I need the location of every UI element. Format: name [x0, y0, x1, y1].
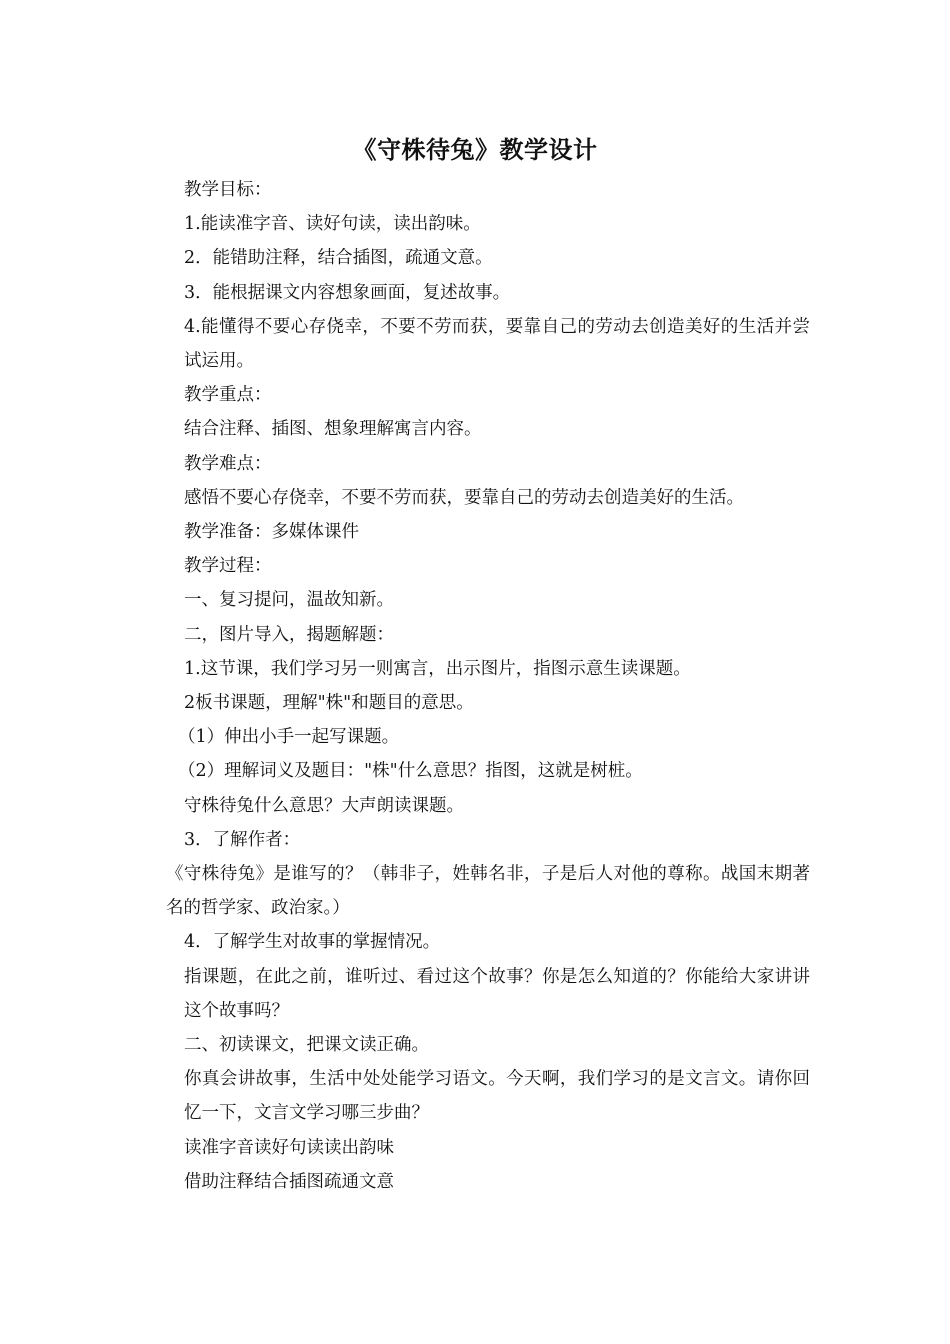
- paragraph-author: 《守株待兔》是谁写的？（韩非子，姓韩名非，子是后人对他的尊称。战国末期著名的哲学家、政治家。）: [166, 864, 810, 919]
- paragraph-step-annotations: 借助注释结合插图疏通文意: [184, 1171, 394, 1192]
- paragraph-goal-3: 3．能根据课文内容想象画面，复述故事。: [184, 282, 511, 303]
- paragraph-step-2-2: （2）理解词义及题目："株"什么意思？指图，这就是树桩。: [178, 761, 643, 782]
- paragraph-difficulties-heading: 教学难点：: [184, 453, 272, 474]
- paragraph-three-steps-question: 你真会讲故事，生活中处处能学习语文。今天啊，我们学习的是文言文。请你回忆一下，文言文学习哪三步曲？: [184, 1069, 810, 1124]
- paragraph-step-4: 4．了解学生对故事的掌握情况。: [184, 932, 441, 953]
- paragraph-teaching-goals-heading: 教学目标：: [184, 180, 272, 200]
- paragraph-goal-2: 2．能错助注释，结合插图，疏通文意。: [184, 248, 493, 269]
- paragraph-first-reading: 二、初读课文，把课文读正确。: [184, 1035, 429, 1056]
- paragraph-goal-4: 4.能懂得不要心存侥幸，不要不劳而获，要靠自己的劳动去创造美好的生活并尝试运用。: [184, 316, 810, 372]
- paragraph-preparation: 教学准备：多媒体课件: [184, 522, 359, 543]
- paragraph-step-review: 一、复习提问，温故知新。: [184, 590, 394, 611]
- paragraph-step-intro: 二，图片导入，揭题解题：: [184, 624, 394, 645]
- paragraph-goal-1: 1.能读准字音、读好句读，读出韵味。: [184, 214, 481, 235]
- document-title: 《守株待兔》教学设计: [352, 136, 598, 164]
- document-body: [146, 173, 810, 1199]
- paragraph-difficulties: 感悟不要心存侥幸，不要不劳而获，要靠自己的劳动去创造美好的生活。: [184, 487, 744, 508]
- paragraph-process-heading: 教学过程：: [184, 556, 272, 577]
- paragraph-step-3: 3．了解作者：: [184, 829, 301, 850]
- paragraph-title-meaning: 守株待兔什么意思？大声朗读课题。: [184, 795, 464, 816]
- paragraph-step-2: 2板书课题，理解"株"和题目的意思。: [184, 693, 474, 714]
- paragraph-key-points: 结合注释、插图、想象理解寓言内容。: [184, 419, 482, 440]
- paragraph-story-question: 指课题，在此之前，谁听过、看过这个故事？你是怎么知道的？你能给大家讲讲这个故事吗？: [184, 966, 810, 1021]
- paragraph-step-2-1: （1）伸出小手一起写课题。: [178, 727, 400, 748]
- paragraph-step-read-aloud: 读准字音读好句读读出韵味: [184, 1137, 394, 1158]
- paragraph-key-points-heading: 教学重点：: [184, 385, 272, 406]
- paragraph-step-1: 1.这节课，我们学习另一则寓言，出示图片，指图示意生读课题。: [184, 658, 691, 679]
